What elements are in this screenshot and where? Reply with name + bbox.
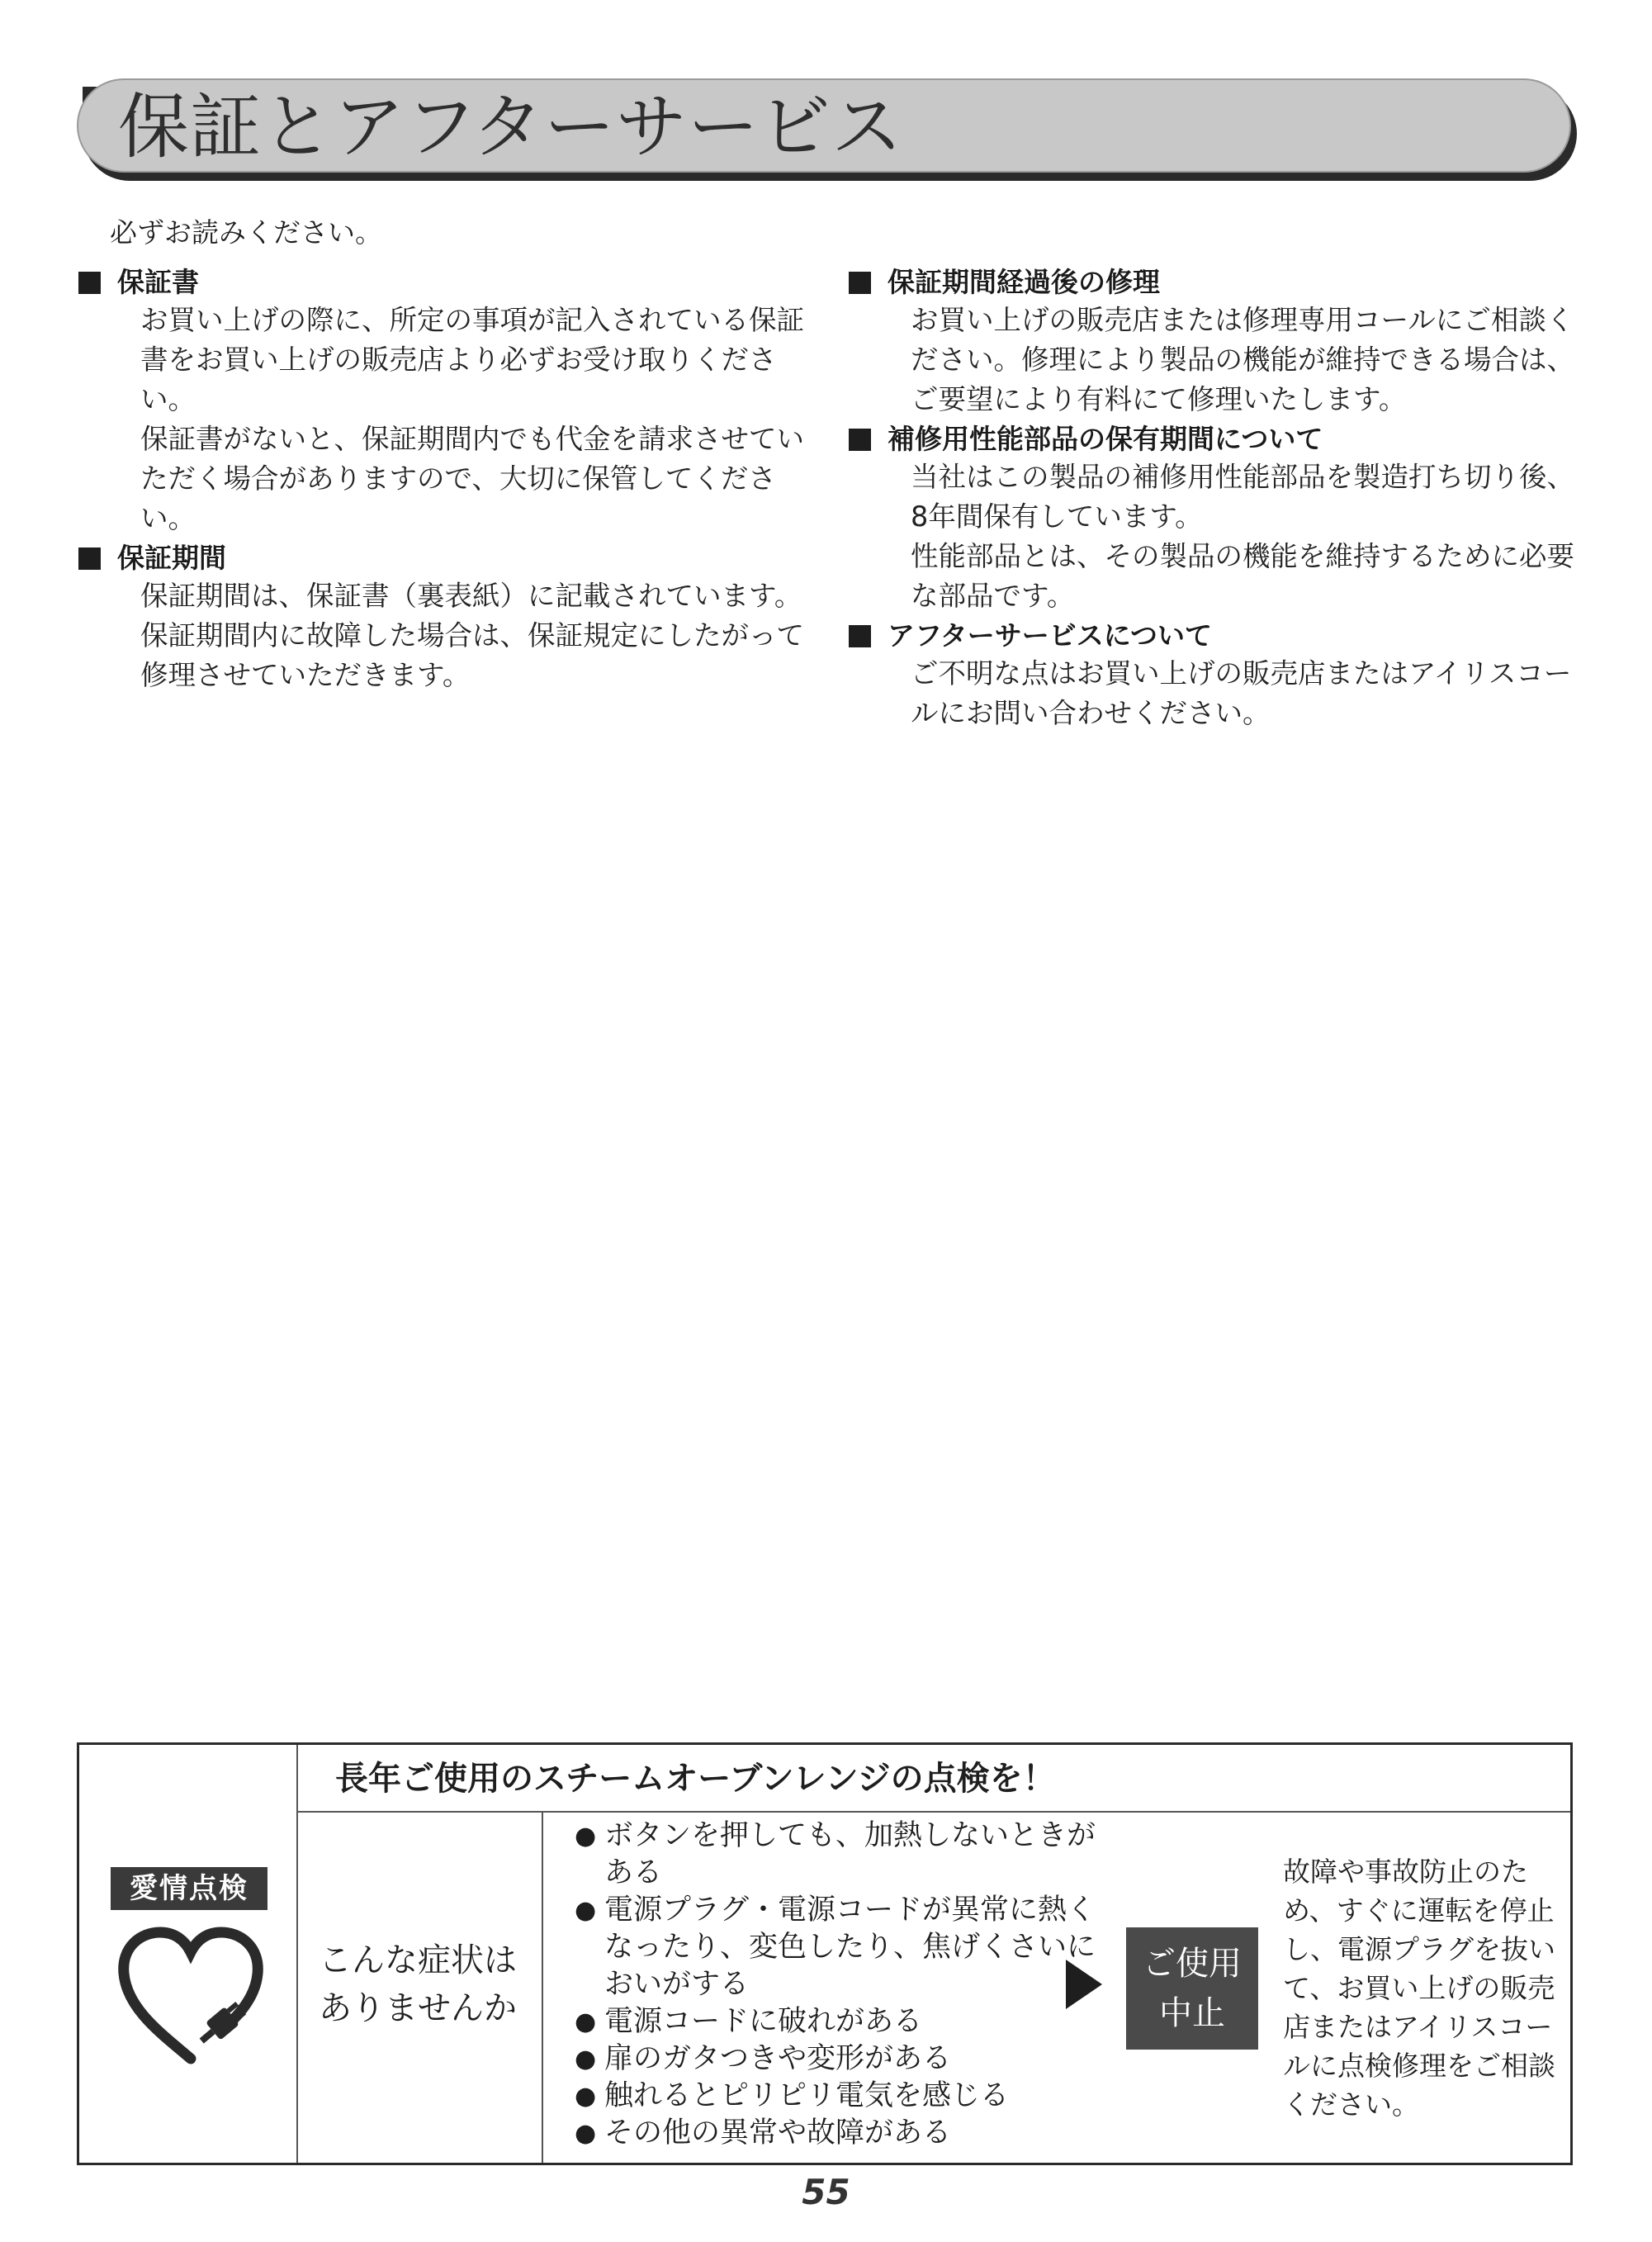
bullet-icon: ● bbox=[575, 2119, 597, 2148]
inspection-header bbox=[298, 1745, 1570, 1813]
page-number: 55 bbox=[802, 2172, 850, 2212]
section-warranty-period bbox=[78, 540, 805, 695]
bullet-icon: ● bbox=[575, 1822, 597, 1851]
section-heading: 保証期間経過後の修理 bbox=[849, 264, 1577, 301]
list-item: ● 触れるとピリピリ電気を感じる bbox=[575, 2078, 1103, 2115]
page-title: 保証とアフターサービス bbox=[118, 86, 903, 168]
inspection-badge: 愛情点検 bbox=[111, 1867, 267, 1910]
stop-use-label: ご使用 中止 bbox=[1126, 1927, 1258, 2050]
section-paragraph: 当社はこの製品の補修用性能部品を製造打ち切り後、8年間保有しています。 bbox=[911, 461, 1574, 533]
inspection-logo-cell bbox=[79, 1745, 298, 2163]
question-cell bbox=[298, 1813, 543, 2163]
list-item: ● ボタンを押しても、加熱しないときがある bbox=[575, 1818, 1103, 1892]
title-banner bbox=[77, 78, 1571, 173]
inspection-box bbox=[77, 1742, 1573, 2165]
section-heading: 保証期間 bbox=[78, 540, 805, 576]
square-bullet-icon bbox=[849, 429, 871, 451]
square-bullet-icon bbox=[78, 547, 101, 570]
section-paragraph: 保証書がないと、保証期間内でも代金を請求させていただく場合がありますので、大切に保管してください。 bbox=[140, 423, 804, 534]
section-post-warranty-repair bbox=[849, 264, 1577, 419]
symptom-list bbox=[575, 1818, 1103, 2152]
symptom-question: こんな症状は ありませんか bbox=[319, 1941, 517, 2027]
left-column bbox=[78, 264, 805, 697]
section-paragraph: 性能部品とは、その製品の機能を維持するために必要な部品です。 bbox=[911, 540, 1574, 612]
section-heading: 保証書 bbox=[78, 264, 805, 301]
bullet-icon: ● bbox=[575, 2045, 597, 2074]
bullet-icon: ● bbox=[575, 2007, 597, 2036]
inspection-title: 長年ご使用のスチームオーブンレンジの点検を！ bbox=[335, 1760, 1056, 1798]
list-item: ● 電源プラグ・電源コードが異常に熱くなったり、変色したり、焦げくさいにおいがする bbox=[575, 1892, 1103, 2003]
square-bullet-icon bbox=[849, 625, 871, 647]
section-paragraph: 保証期間は、保証書（裏表紙）に記載されています。保証期間内に故障した場合は、保証規定にしたがって修理させていただきます。 bbox=[140, 580, 804, 691]
bullet-icon: ● bbox=[575, 1896, 597, 1925]
list-item: ● 扉のガタつきや変形がある bbox=[575, 2041, 1103, 2078]
section-after-service bbox=[849, 618, 1577, 733]
section-heading: 補修用性能部品の保有期間について bbox=[849, 421, 1577, 457]
list-item: ● その他の異常や故障がある bbox=[575, 2115, 1103, 2152]
section-parts-retention bbox=[849, 421, 1577, 616]
section-warranty-card bbox=[78, 264, 805, 538]
right-column bbox=[849, 264, 1577, 735]
bullet-icon: ● bbox=[575, 2082, 597, 2111]
section-heading: アフターサービスについて bbox=[849, 618, 1577, 654]
lead-text: 必ずお読みください。 bbox=[110, 216, 382, 249]
section-paragraph: お買い上げの販売店または修理専用コールにご相談ください。修理により製品の機能が維持できる場合は、ご要望により有料にて修理いたします。 bbox=[911, 304, 1574, 415]
arrow-right-icon bbox=[1066, 1960, 1102, 2009]
square-bullet-icon bbox=[849, 272, 871, 294]
heart-plug-icon bbox=[112, 1922, 269, 2071]
section-paragraph: お買い上げの際に、所定の事項が記入されている保証書をお買い上げの販売店より必ずお受け取りください。 bbox=[140, 304, 804, 415]
square-bullet-icon bbox=[78, 272, 101, 294]
section-paragraph: ご不明な点はお買い上げの販売店またはアイリスコールにお問い合わせください。 bbox=[911, 657, 1572, 729]
list-item: ● 電源コードに破れがある bbox=[575, 2003, 1103, 2041]
advice-text: 故障や事故防止のため、すぐに運転を停止し、電源プラグを抜いて、お買い上げの販売店またはアイリスコールに点検修理をご相談ください。 bbox=[1283, 1856, 1555, 2121]
